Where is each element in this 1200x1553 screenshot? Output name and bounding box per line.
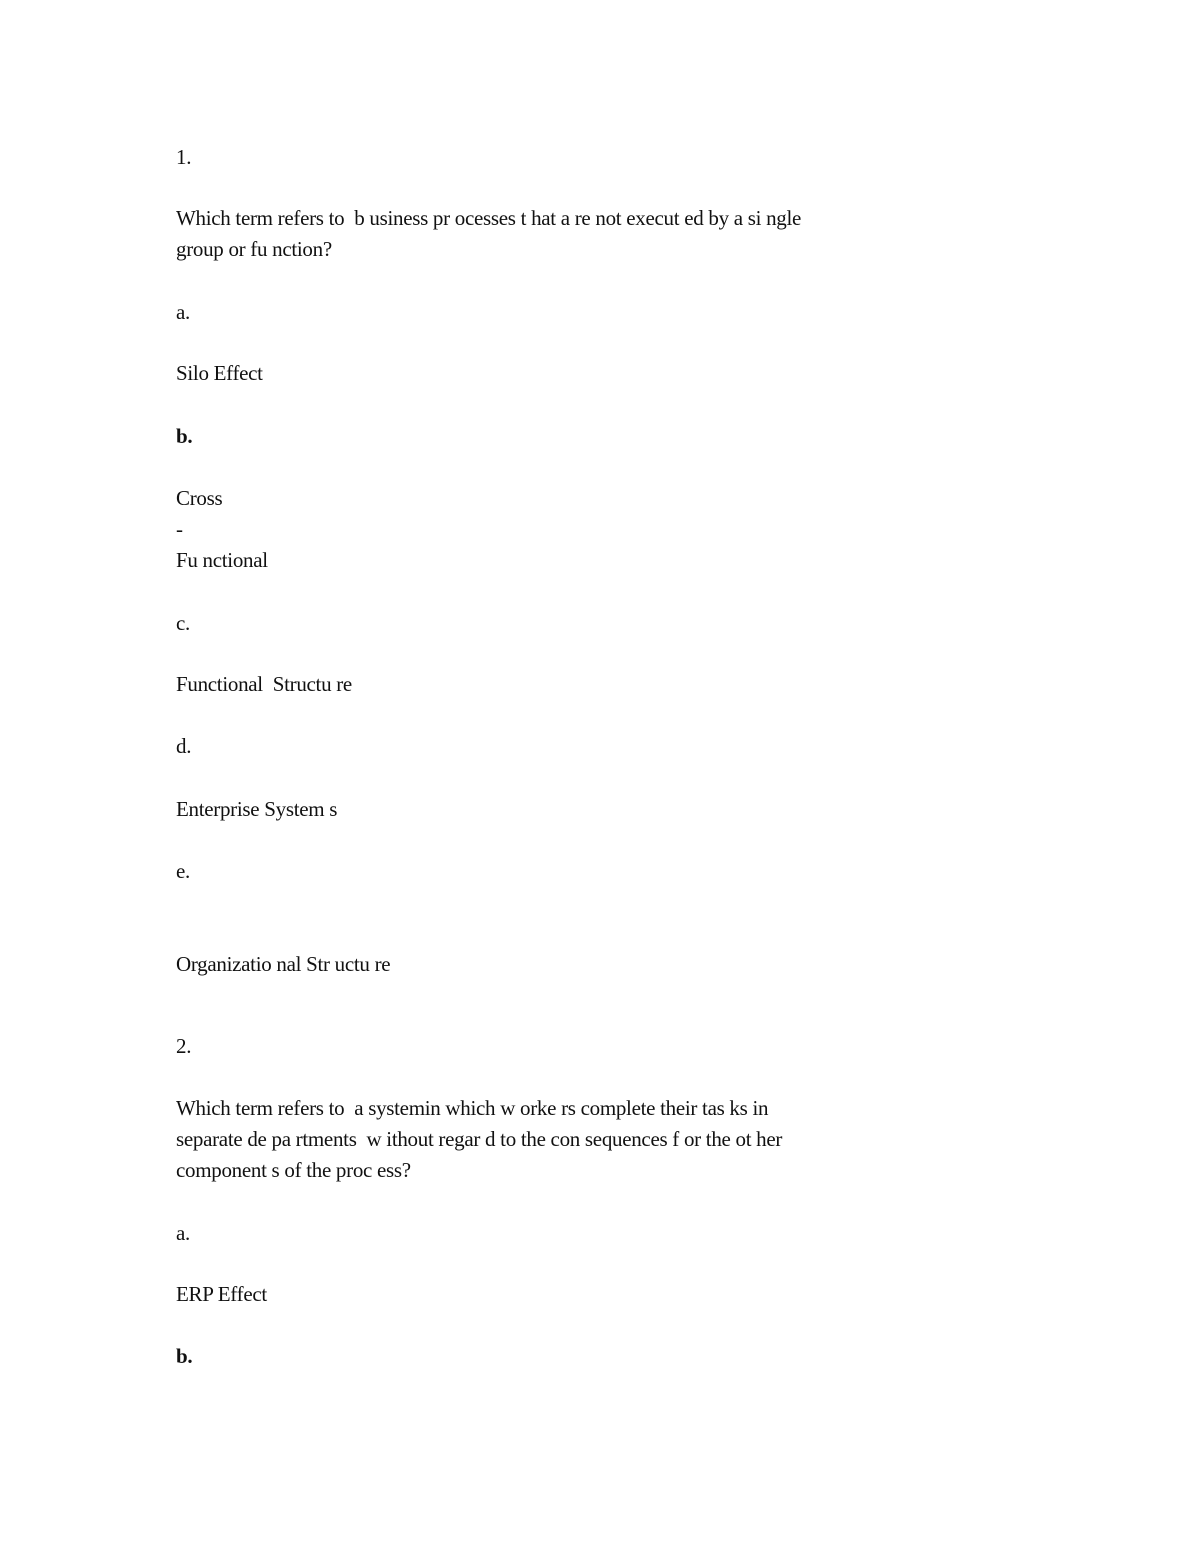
option-letter: a. — [176, 300, 190, 324]
question-text-line: Which term refers to b usiness pr ocesses t hat a re not execut ed by a si ngle — [176, 206, 802, 230]
option-text: ERP Effect — [176, 1282, 267, 1306]
question-number: 2. — [176, 1034, 192, 1058]
option-letter: d. — [176, 734, 192, 758]
option-text: Fu nctional — [176, 548, 268, 572]
option-text: - — [176, 517, 183, 541]
option-text: Functional Structu re — [176, 672, 352, 696]
option-text: Enterprise System s — [176, 797, 338, 821]
option-letter: a. — [176, 1221, 190, 1245]
option-text: Organizatio nal Str uctu re — [176, 952, 391, 976]
option-letter: c. — [176, 611, 190, 635]
question-text-line: Which term refers to a systemin which w orke rs complete their tas ks in — [176, 1096, 769, 1120]
question-text-line: component s of the proc ess? — [176, 1158, 411, 1182]
option-text: Silo Effect — [176, 361, 263, 385]
option-letter: e. — [176, 859, 190, 883]
question-text-line: separate de pa rtments w ithout regar d to the con sequences f or the ot her — [176, 1127, 783, 1151]
question-number: 1. — [176, 145, 192, 169]
question-text-line: group or fu nction? — [176, 237, 332, 261]
option-letter: b. — [176, 1344, 193, 1368]
option-letter: b. — [176, 424, 193, 448]
option-text: Cross — [176, 486, 223, 510]
